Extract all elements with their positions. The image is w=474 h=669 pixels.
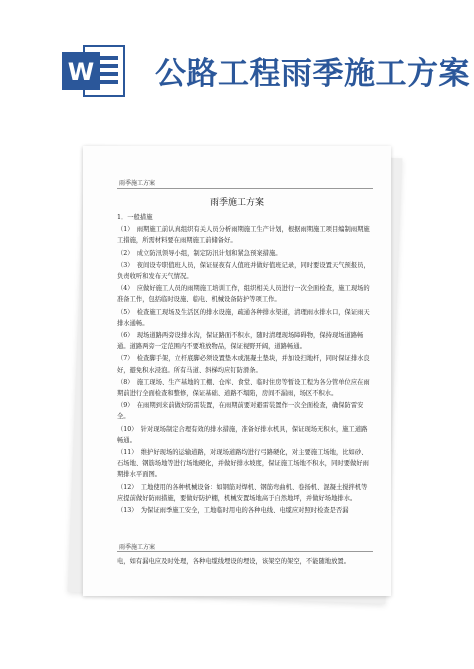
page-footer: 雨季施工方案 bbox=[119, 544, 156, 551]
paragraph-2: （2） 成立防汛领导小组，制定防汛计划和紧急预案措施。 bbox=[117, 249, 282, 257]
page-header: 雨季施工方案 bbox=[119, 180, 156, 187]
section-heading: 1．一般措施 bbox=[117, 214, 153, 221]
document-page bbox=[83, 146, 391, 596]
footer-divider bbox=[117, 551, 373, 552]
paragraph-1: （1） 雨期施工前认真组织有关人员分析雨期施工生产计划，根据雨期施工项目编制雨期施工措施，所需材料要在雨期施工前储备好。 bbox=[117, 226, 370, 245]
paragraph-10: （10） 针对现场制定合理有效的排水措施，准备好排水机具，保证现场无积水，施工道路畅通。 bbox=[117, 425, 368, 444]
header-divider bbox=[117, 188, 373, 189]
banner bbox=[0, 0, 474, 132]
paragraph-11: （11） 维护好现场的运输道路，对现场道路均进行弓路硬化，对主要施工场地，比如砂、石场地、钢筋场地等进行场地硬化，并做好排水坡度，保证施工场地不积水，同时要做好雨期排水平面图。 bbox=[117, 449, 369, 479]
banner-title: 公路工程雨季施工方案 bbox=[155, 56, 470, 92]
paragraph-9: （9） 在雨期到来前做好防雷装置，在雨期前要对避雷装置作一次全面检查，确保防雷安全。 bbox=[117, 402, 364, 421]
word-icon-letter: W bbox=[67, 58, 95, 86]
document-title: 雨季施工方案 bbox=[209, 198, 264, 208]
paragraph-13: （13） 为保证雨季施工安全，工地临时用电的各种电线、电缆应对照时检查是否漏 bbox=[117, 507, 349, 515]
continued-text: 电，如有漏电应及时处理，各种电缆线埋设的埋设，该架空的架空，不能随地放置。 bbox=[117, 558, 350, 565]
paragraph-6: （6） 现场道路两旁设排水沟，保证路面不积水，随时清理现场障碍物，保持现场道路畅通。道路两旁一定范围内不要堆放物品，保证视野开阔，道路畅通。 bbox=[117, 332, 364, 351]
paragraph-8: （8） 施工现场、生产基地的工棚、仓库、食堂、临时住房等暂设工程为各分管单位应在雨期前进行全面检查和整修，保证基础、道路不塌陷，房间不漏雨，场区不积水。 bbox=[117, 378, 370, 398]
paragraph-4: （4） 应做好施工人员的雨期施工培训工作，组织相关人员进行一次全面检查，施工现场的准备工作，包括临时设施、临电、机械设备防护等项工作。 bbox=[117, 285, 370, 304]
paragraph-3: （3） 夜间设专职值班人员，保证昼夜有人值班并做好值班记录，同时要设置天气预报员，负责收听和发布天气情况。 bbox=[117, 261, 370, 281]
paragraph-7: （7） 检查脚手架，立杆底脚必须设置垫木或混凝土垫块，并加设扫地杆，同时保证排水良好，避免积水浸泡。所有马道、斜梯均应钉防滑条。 bbox=[117, 355, 370, 374]
paragraph-12: （12） 工地使用的各种机械设备：如钢筋对焊机、钢筋弯曲机、卷扬机、混凝土搅拌机等应提前做好防雨措施，要做好防护棚，机械安置场地高于自然地坪，并做好场地排水。 bbox=[117, 483, 368, 502]
document-body bbox=[117, 212, 373, 517]
word-document-icon bbox=[62, 42, 126, 100]
paragraph-5: （5） 检查施工现场及生活区的排水设施，疏通各种排水渠道，清理雨水排水口，保证雨天排水通畅。 bbox=[117, 308, 370, 327]
